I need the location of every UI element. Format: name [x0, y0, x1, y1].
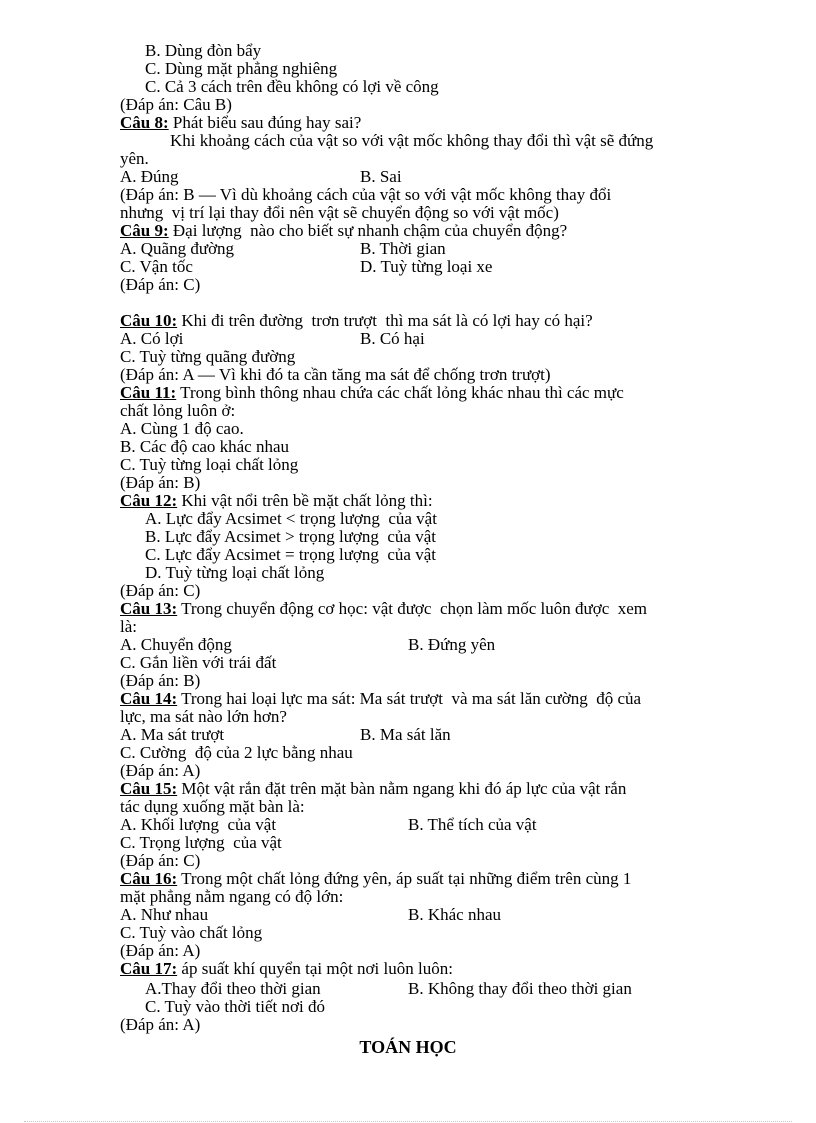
answer-text: (Đáp án: C)	[120, 275, 201, 294]
option-text: A. Có lợi	[120, 329, 184, 348]
question-text: là:	[120, 617, 137, 636]
answer-text: (Đáp án: A)	[120, 941, 201, 960]
question-label: Câu 17:	[120, 959, 178, 978]
option-text: A. Như nhau	[120, 905, 209, 924]
question-text: Khi vật nổi trên bề mặt chất lỏng thì:	[177, 491, 433, 510]
question-8	[120, 114, 361, 132]
option-text: A. Lực đẩy Acsimet < trọng lượng của vật	[145, 509, 437, 528]
option-text: B. Thể tích của vật	[408, 815, 537, 834]
answer-text: (Đáp án: B — Vì dù khoảng cách của vật so với vật mốc không thay đổi	[120, 185, 612, 204]
option-text: A.Thay đổi theo thời gian	[145, 979, 321, 998]
option-text: A. Ma sát trượt	[120, 725, 225, 744]
option-text: A. Đúng	[120, 167, 179, 186]
option-text: A. Quãng đường	[120, 239, 235, 258]
option-text: B. Các độ cao khác nhau	[120, 437, 289, 456]
question-16	[120, 870, 631, 888]
option-text: A. Khối lượng của vật	[120, 815, 277, 834]
statement-text: Khi khoảng cách của vật so với vật mốc không thay đổi thì vật sẽ đứng	[170, 131, 654, 150]
question-text: chất lỏng luôn ở:	[120, 401, 236, 420]
option-text: B. Không thay đổi theo thời gian	[408, 979, 632, 998]
question-label: Câu 9:	[120, 221, 169, 240]
question-12	[120, 492, 433, 510]
question-text: áp suất khí quyển tại một nơi luôn luôn:	[177, 959, 453, 978]
section-title: TOÁN HỌC	[359, 1037, 457, 1057]
option-text: C. Lực đẩy Acsimet = trọng lượng của vật	[145, 545, 437, 564]
answer-text: (Đáp án: A — Vì khi đó ta cần tăng ma sát để chống trơn trượt)	[120, 365, 551, 384]
question-13	[120, 600, 647, 618]
question-14	[120, 690, 641, 708]
question-text: Trong chuyển động cơ học: vật được chọn làm mốc luôn được xem	[177, 599, 648, 618]
option-text: D. Tuỳ từng loại chất lỏng	[145, 563, 325, 582]
question-label: Câu 15:	[120, 779, 178, 798]
page-bottom-divider	[24, 1121, 792, 1122]
option-text: B. Đứng yên	[408, 635, 496, 654]
question-15	[120, 780, 626, 798]
option-text: B. Lực đẩy Acsimet > trọng lượng của vật	[145, 527, 437, 546]
question-label: Câu 12:	[120, 491, 178, 510]
answer-text: (Đáp án: B)	[120, 473, 201, 492]
question-text: lực, ma sát nào lớn hơn?	[120, 707, 287, 726]
option-text: B. Có hại	[360, 329, 425, 348]
answer-text: nhưng vị trí lại thay đổi nên vật sẽ chuyển động so với vật mốc)	[120, 203, 559, 222]
answer-text: (Đáp án: A)	[120, 1015, 201, 1034]
option-text: C. Tuỳ vào thời tiết nơi đó	[145, 997, 325, 1016]
option-text: C. Tuỳ từng quãng đường	[120, 347, 296, 366]
question-text: Khi đi trên đường trơn trượt thì ma sát là có lợi hay có hại?	[177, 311, 593, 330]
statement-text: yên.	[120, 149, 149, 168]
question-10	[120, 312, 593, 330]
question-text: Trong một chất lỏng đứng yên, áp suất tại những điểm trên cùng 1	[177, 869, 632, 888]
answer-text: (Đáp án: A)	[120, 761, 201, 780]
option-text: C. Dùng mặt phẳng nghiêng	[145, 59, 338, 78]
question-text: tác dụng xuống mặt bàn là:	[120, 797, 305, 816]
question-label: Câu 10:	[120, 311, 178, 330]
option-text: C. Cường độ của 2 lực bằng nhau	[120, 743, 353, 762]
option-text: C. Tuỳ từng loại chất lỏng	[120, 455, 299, 474]
question-label: Câu 14:	[120, 689, 178, 708]
option-text: A. Chuyển động	[120, 635, 232, 654]
question-text: mặt phẳng nằm ngang có độ lớn:	[120, 887, 344, 906]
option-text: B. Thời gian	[360, 239, 446, 258]
option-text: C. Gắn liền với trái đất	[120, 653, 277, 672]
question-text: Một vật rắn đặt trên mặt bàn nằm ngang khi đó áp lực của vật rắn	[177, 779, 627, 798]
question-label: Câu 13:	[120, 599, 178, 618]
question-text: Đại lượng nào cho biết sự nhanh chậm của chuyển động?	[168, 221, 568, 240]
question-11	[120, 384, 624, 402]
question-label: Câu 8:	[120, 113, 169, 132]
option-text: C. Trọng lượng của vật	[120, 833, 282, 852]
answer-text: (Đáp án: C)	[120, 581, 201, 600]
option-text: C. Cả 3 cách trên đều không có lợi về công	[145, 77, 439, 96]
question-17	[120, 960, 453, 978]
option-text: A. Cùng 1 độ cao.	[120, 419, 244, 438]
option-text: B. Sai	[360, 167, 402, 186]
question-text: Phát biểu sau đúng hay sai?	[168, 113, 362, 132]
option-text: D. Tuỳ từng loại xe	[360, 257, 493, 276]
answer-text: (Đáp án: B)	[120, 671, 201, 690]
option-text: B. Khác nhau	[408, 905, 502, 924]
option-text: B. Dùng đòn bẩy	[145, 41, 262, 60]
question-9	[120, 222, 567, 240]
option-text: B. Ma sát lăn	[360, 725, 451, 744]
question-label: Câu 11:	[120, 383, 177, 402]
option-text: C. Tuỳ vào chất lỏng	[120, 923, 263, 942]
question-text: Trong hai loại lực ma sát: Ma sát trượt và ma sát lăn cường độ của	[177, 689, 642, 708]
option-text: C. Vận tốc	[120, 257, 193, 276]
answer-text: (Đáp án: Câu B)	[120, 95, 232, 114]
question-text: Trong bình thông nhau chứa các chất lỏng khác nhau thì các mực	[176, 383, 624, 402]
question-label: Câu 16:	[120, 869, 178, 888]
answer-text: (Đáp án: C)	[120, 851, 201, 870]
